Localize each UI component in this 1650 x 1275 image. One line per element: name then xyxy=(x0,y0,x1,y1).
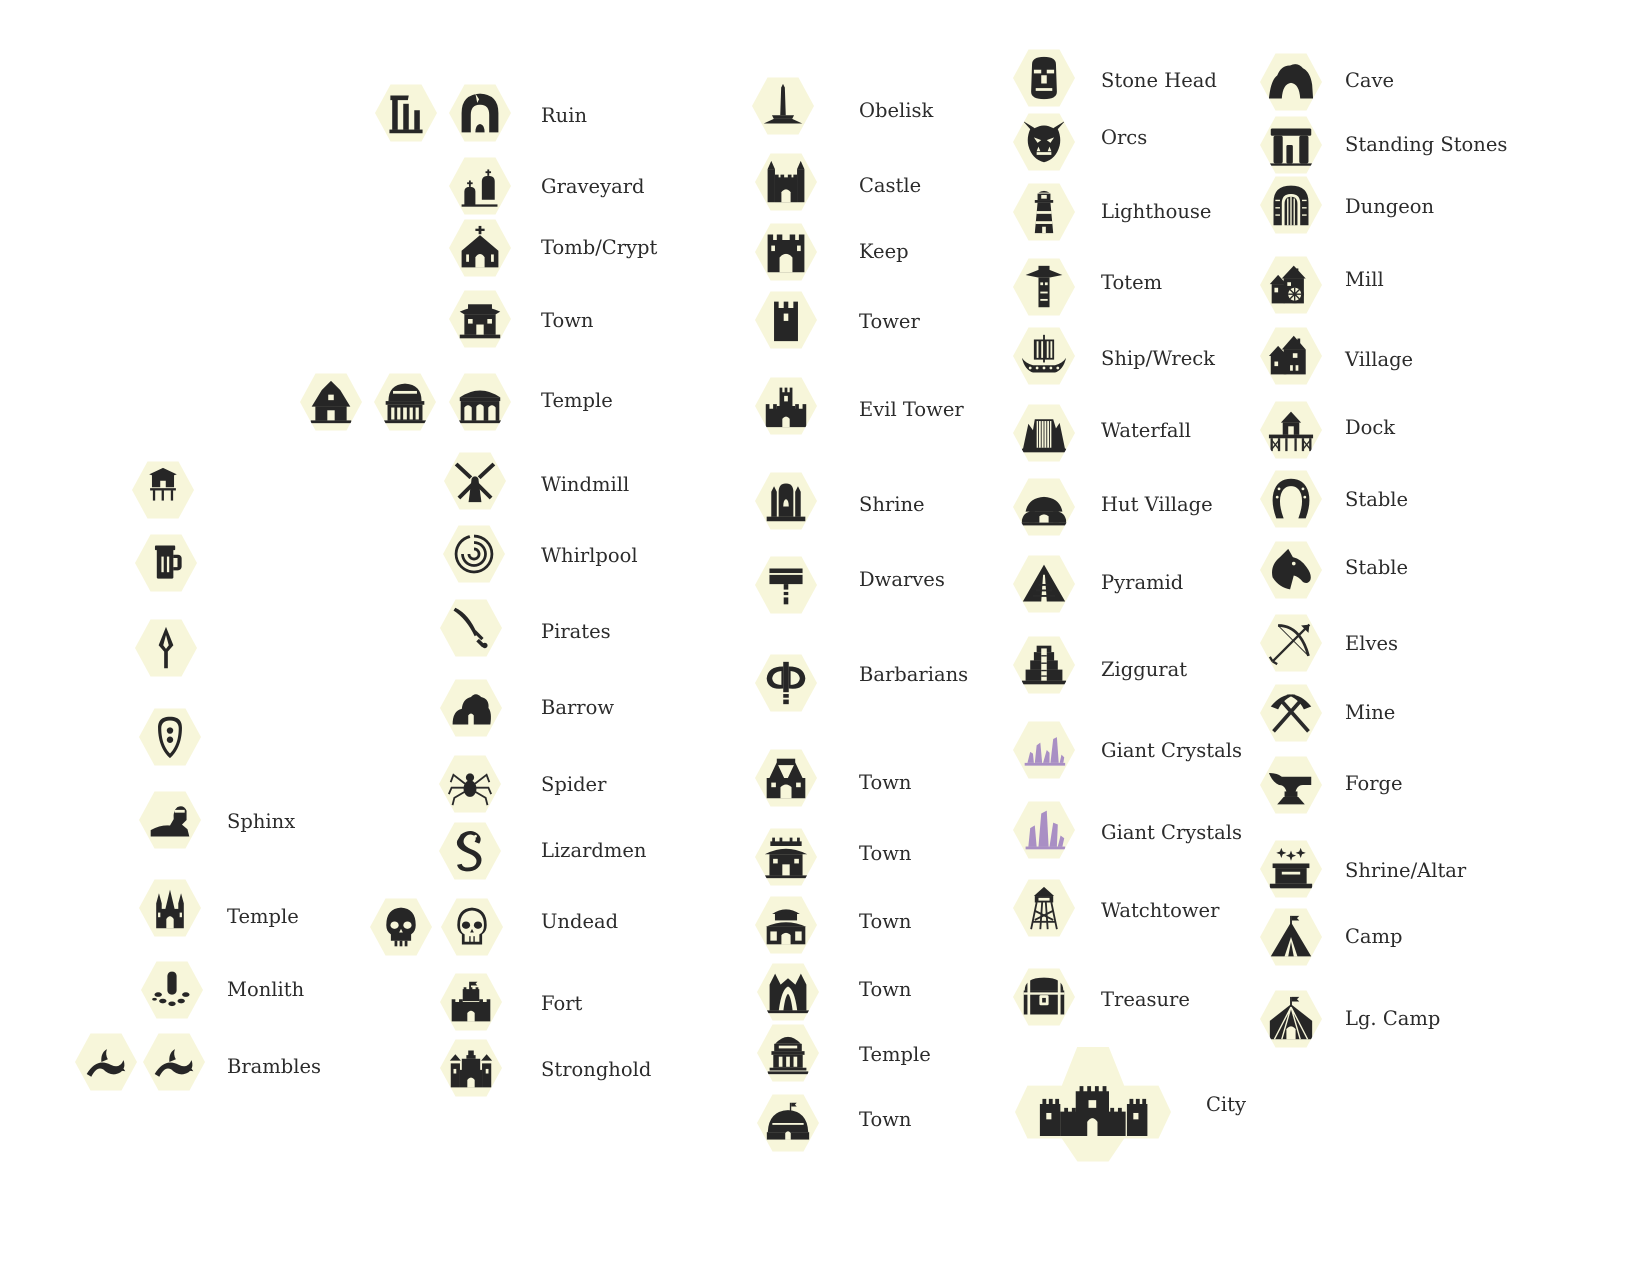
graveyard-icon xyxy=(449,155,511,217)
legend-label: Hut Village xyxy=(1101,493,1213,516)
legend-label: Lizardmen xyxy=(541,839,647,862)
legend-label: Graveyard xyxy=(541,175,645,198)
legend-label: Shrine/Altar xyxy=(1345,859,1467,882)
obelisk-icon xyxy=(752,75,814,137)
serpent-icon xyxy=(439,820,501,882)
watchtower-icon xyxy=(1013,877,1075,939)
castle-icon xyxy=(755,151,817,213)
keep-icon xyxy=(755,221,817,283)
standing-stones-icon xyxy=(1260,114,1322,176)
gothic-temple-icon xyxy=(139,877,201,939)
horseshoe-icon xyxy=(1260,468,1322,530)
legend-label: Waterfall xyxy=(1101,419,1191,442)
cutlass-icon xyxy=(440,597,502,659)
legend-label: Brambles xyxy=(227,1055,322,1078)
legend-label: Tomb/Crypt xyxy=(541,236,658,259)
bow-arrow-icon xyxy=(1260,612,1322,674)
legend-label: Shrine xyxy=(859,493,925,516)
pillars-ruin-icon xyxy=(375,82,437,144)
waterfall-icon xyxy=(1013,402,1075,464)
town-c-icon xyxy=(755,894,817,956)
dungeon-icon xyxy=(1260,174,1322,236)
legend-label: Barbarians xyxy=(859,663,969,686)
town-a-icon xyxy=(755,747,817,809)
anvil-icon xyxy=(1260,754,1322,816)
pyramid-icon xyxy=(1013,553,1075,615)
legend-label: Town xyxy=(859,771,912,794)
legend-label: Spider xyxy=(541,773,607,796)
legend-label: Ship/Wreck xyxy=(1101,347,1215,370)
arch-ruin-icon xyxy=(449,82,511,144)
crossed-picks-icon xyxy=(1260,682,1322,744)
legend-label: Barrow xyxy=(541,696,615,719)
legend-label: Stronghold xyxy=(541,1058,652,1081)
legend-label: Evil Tower xyxy=(859,398,964,421)
spider-icon xyxy=(439,753,501,815)
legend-label: Town xyxy=(541,309,594,332)
legend-label: Temple xyxy=(859,1043,931,1066)
whirlpool-icon xyxy=(443,523,505,585)
fort-icon xyxy=(440,971,502,1033)
legend-label: Keep xyxy=(859,240,909,263)
tankard-icon xyxy=(135,532,197,594)
hut-village-icon xyxy=(1013,476,1075,538)
legend-label: Fort xyxy=(541,992,583,1015)
tower-icon xyxy=(755,289,817,351)
legend-label: Forge xyxy=(1345,772,1403,795)
legend-label: Town xyxy=(859,910,912,933)
legend-label: Tower xyxy=(859,310,920,333)
windmill-icon xyxy=(444,450,506,512)
legend-label: Treasure xyxy=(1101,988,1190,1011)
town-b-icon xyxy=(755,826,817,888)
horse-head-icon xyxy=(1260,539,1322,601)
crystals-large-icon xyxy=(1013,799,1075,861)
sphinx-icon xyxy=(139,789,201,851)
legend-label: Town xyxy=(859,978,912,1001)
legend-label: Dwarves xyxy=(859,568,945,591)
spear-tip-icon xyxy=(135,617,197,679)
totem-icon xyxy=(1013,256,1075,318)
legend-label: Standing Stones xyxy=(1345,133,1508,156)
altar-icon xyxy=(1260,838,1322,900)
town-d-icon xyxy=(757,961,819,1023)
legend-label: Mine xyxy=(1345,701,1396,724)
longship-icon xyxy=(1013,325,1075,387)
shrine-icon xyxy=(755,470,817,532)
legend-label: Dungeon xyxy=(1345,195,1435,218)
legend-label: Mill xyxy=(1345,268,1384,291)
chapel-temple-icon xyxy=(300,371,362,433)
legend-label: Whirlpool xyxy=(541,544,638,567)
crypt-icon xyxy=(449,217,511,279)
water-mill-icon xyxy=(1260,254,1322,316)
colonnade-temple-icon xyxy=(449,371,511,433)
legend-label: Obelisk xyxy=(859,99,934,122)
tiered-temple-icon xyxy=(757,1022,819,1084)
cave-icon xyxy=(1260,51,1322,113)
legend-label: Ruin xyxy=(541,104,588,127)
legend-label: Lighthouse xyxy=(1101,200,1212,223)
brambles-icon xyxy=(143,1031,205,1093)
legend-label: Pyramid xyxy=(1101,571,1184,594)
legend-label: Stone Head xyxy=(1101,69,1217,92)
dome-town-icon xyxy=(757,1092,819,1154)
city-icon xyxy=(1015,1047,1171,1162)
skull-outline-icon xyxy=(441,896,503,958)
legend-label: Village xyxy=(1345,348,1414,371)
legend-label: Ziggurat xyxy=(1101,658,1188,681)
legend-label: Lg. Camp xyxy=(1345,1007,1441,1030)
war-hammer-icon xyxy=(755,554,817,616)
legend-label: Elves xyxy=(1345,632,1399,655)
legend-label: Orcs xyxy=(1101,126,1148,149)
legend-label: Temple xyxy=(227,905,299,928)
legend-label: Town xyxy=(859,842,912,865)
legend-label: Dock xyxy=(1345,416,1396,439)
legend-label: Windmill xyxy=(541,473,630,496)
treasure-chest-icon xyxy=(1013,966,1075,1028)
village-icon xyxy=(1260,325,1322,387)
legend-label: Undead xyxy=(541,910,619,933)
legend-label: Giant Crystals xyxy=(1101,821,1243,844)
brambles-icon xyxy=(75,1031,137,1093)
legend-label: Stable xyxy=(1345,488,1409,511)
orc-icon xyxy=(1013,111,1075,173)
legend-label: Sphinx xyxy=(227,810,296,833)
domed-temple-icon xyxy=(374,371,436,433)
stronghold-icon xyxy=(440,1037,502,1099)
battle-axe-icon xyxy=(755,652,817,714)
legend-label: Temple xyxy=(541,389,613,412)
legend-label: Town xyxy=(859,1108,912,1131)
lighthouse-icon xyxy=(1013,181,1075,243)
tent-icon xyxy=(1260,906,1322,968)
ziggurat-icon xyxy=(1013,634,1075,696)
barrow-icon xyxy=(440,677,502,739)
stilt-hut-icon xyxy=(132,459,194,521)
skull-dark-icon xyxy=(370,896,432,958)
legend-label: Camp xyxy=(1345,925,1403,948)
large-tent-icon xyxy=(1260,988,1322,1050)
legend-label: Giant Crystals xyxy=(1101,739,1243,762)
dock-icon xyxy=(1260,399,1322,461)
legend-label: Pirates xyxy=(541,620,611,643)
shield-icon xyxy=(139,706,201,768)
evil-tower-icon xyxy=(755,375,817,437)
legend-label: Castle xyxy=(859,174,922,197)
legend-label: Stable xyxy=(1345,556,1409,579)
legend-label: Watchtower xyxy=(1101,899,1220,922)
legend-label: City xyxy=(1206,1093,1247,1116)
monolith-icon xyxy=(141,959,203,1021)
legend-label: Totem xyxy=(1101,271,1163,294)
legend-label: Monlith xyxy=(227,978,305,1001)
stone-head-icon xyxy=(1013,47,1075,109)
legend-label: Cave xyxy=(1345,69,1395,92)
pagoda-town-icon xyxy=(449,288,511,350)
crystals-small-icon xyxy=(1013,719,1075,781)
